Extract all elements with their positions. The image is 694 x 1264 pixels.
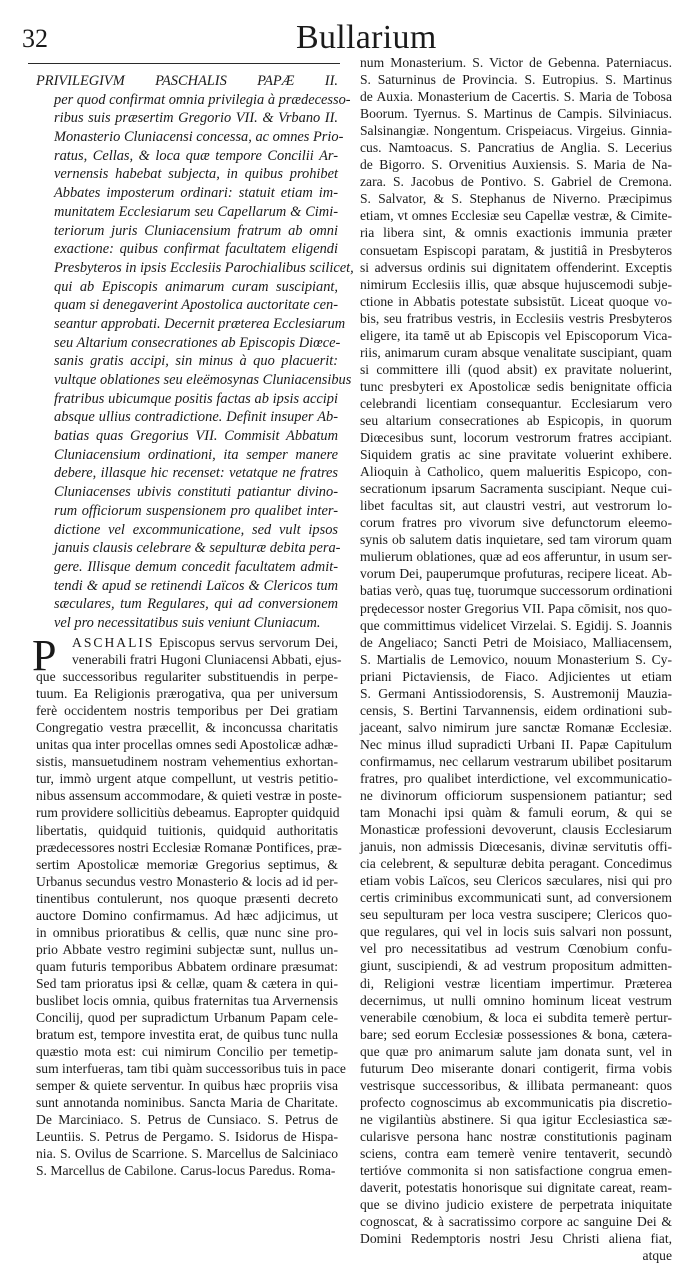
right-line: Nec minus illud supradicti Urbani II. Papæ Capitulum [360, 736, 672, 752]
bull-text [32, 631, 346, 1180]
right-line: decernimus, ut nulli omnino hominum liceat vestrum [360, 992, 672, 1008]
bull-line: rum providere sollicitiùs debeamus. Eapropter quidquid [36, 805, 340, 821]
right-line: di, Religioni vestræ licentiam impertimur. Præterea [360, 975, 672, 991]
right-line: certis criminibus excommunicati sunt, ad conversionem [360, 890, 672, 906]
right-line: nimirum Ecclesiis illis, quæ absque hujuscemodi subje- [360, 276, 672, 292]
right-line: de Bigorro. S. Orvenitius Auxiensis. S. Maria de Na- [360, 157, 672, 173]
right-line: mulierum oblationes, quæ ad eos afferuntur, in usum ser- [360, 549, 672, 565]
right-line: celebrandi licentiam consequantur. Ecclesiarum vero [360, 395, 672, 411]
right-line: S. Salvator, & S. Stephanus de Niverno. Præcipimus [360, 191, 672, 207]
bull-line: S. Marcellus de Cabilone. Carus-locus Paredus. Roma- [36, 1163, 336, 1179]
summary-line: teriorum juris Cluniacensium fratrum ab omni [54, 222, 338, 239]
running-title: Bullarium [296, 19, 437, 56]
right-line: cognoscat, & à sacratissimo corpore ac sanguine Dei & [360, 1214, 672, 1230]
summary-line: seu Altarium consecrationes ab Episcopis Diœce- [54, 334, 341, 351]
right-column-text [360, 54, 672, 1264]
bull-line: buslibet locis omnia, quibus fraternitas tua Arvernensis [36, 992, 338, 1008]
right-line: si committere illi (quod absit) ex pravitate noluerint, [360, 361, 672, 377]
bull-line: prædecessores nostri Ecclesiæ Romanæ Pontifices, præ- [36, 839, 342, 855]
right-line: confirmamus, nec cellarum vestrarum ubilibet positarum [360, 753, 672, 769]
bull-line: que successoribus regulariter substituendis in perpe- [36, 669, 338, 685]
bull-line: nia. S. Ovilus de Scarrione. S. Marcellus de Salciniaco [36, 1146, 338, 1162]
summary-line: Cluniacensium ordinationi, ita semper manere [54, 446, 338, 463]
bull-line: tur, immò urgent atque compellunt, ut vestris petitio- [36, 771, 338, 787]
right-line: Siquidem gratis ac sine pravitate voluerint exhibere. [360, 447, 672, 463]
right-line: que quæ pro animarum salute jam donata sunt, vel in [360, 1043, 672, 1059]
summary-line: sanis gratis accipi, sin minus à quo placuerit: [54, 353, 338, 370]
right-line: ria libera sint, & omnis exactionis immunia præter [360, 225, 672, 241]
right-line: prędecessor noster Gregorius VII. Papa cōmisit, nos quo- [360, 600, 672, 616]
right-line: ne vigilantiùs abstinere. Si qua igitur Ecclesiastica sæ- [360, 1111, 672, 1127]
summary-line: rum officiorum suspensionem pro qualibet inter- [54, 502, 338, 519]
right-line: seu altarium consecrationes ab Espicopis, in quorum [360, 412, 672, 428]
bull-line: semper & quiete serventur. In quibus hæc propriis visa [36, 1078, 338, 1094]
privilege-summary [36, 72, 354, 633]
bull-first-rest: Episcopus servus servorum Dei, [154, 635, 338, 650]
bull-first-caps: ASCHALIS [72, 635, 155, 650]
right-line: ne divinorum officiorum suspensionem patiantur; sed [360, 788, 672, 804]
summary-line: Presbyteros in ipsis Ecclesiis Parochialibus scilicet, [54, 259, 354, 276]
right-line: Alioquin à Catholico, quem malueritis Espicopo, con- [360, 464, 672, 480]
right-line: tunc presbyteri ex Apostolicæ sedis benignitate officia [360, 378, 672, 394]
right-line: censis, S. Bertini Tarvannensis, eidem ordinationi sub- [360, 702, 672, 718]
right-line: venerabile cœnobium, & loca ei subdita temerè pertur- [360, 1009, 672, 1025]
right-line: libet facultas sit, aut claustri vestri, aut vestrorum lo- [360, 498, 672, 514]
right-line: tertióve commonita si non satisfactione congrua emen- [360, 1163, 672, 1179]
bull-line: Concilij, quod per supradictum Urbanum Papam cele- [36, 1010, 338, 1026]
right-line: S. Martialis de Lemovico, nouum Monasterium S. Cy- [360, 651, 672, 667]
right-line: vorum Dei, pauperumque profuturas, recipere liceat. Ab- [360, 566, 672, 582]
right-line: fratres, pro qualibet interdictione, vel excommunicatio- [360, 770, 672, 786]
bull-line: sunt annotanda nominibus. Sancta Maria de Charitate. [36, 1095, 338, 1111]
right-line: etiam vobis Laïcos, seu Clericos sæculares, nisi qui pro [360, 873, 672, 889]
right-line: ctione in Abbatis potestate subsistūt. Liceat quoque vo- [360, 293, 672, 309]
bull-line: ferè occidentem nostris temporibus per Dei gratiam [36, 703, 338, 719]
right-line: zara. S. Jacobus de Pontivo. S. Gabriel de Cremona. [360, 174, 672, 190]
right-line: giunt, suscipiendi, & ad vestrum propositum admitten- [360, 958, 672, 974]
bull-line: Congregatio vestra præcellit, & inconcussa charitatis [36, 720, 338, 736]
right-line: tam Monachi ipsi quàm & famuli eorum, & qui se [360, 805, 672, 821]
summary-line: batias quas Gregorius VII. Commisit Abbatum [54, 428, 338, 445]
right-line: etiam, vt omnes Ecclesiæ seu Capellæ vestræ, & Cimite- [360, 208, 672, 224]
summary-line: PRIVILEGIVM PASCHALIS PAPÆ II. [36, 73, 338, 89]
right-line: sciens, contra eam temerè venire tentaverit, secundò [360, 1146, 672, 1161]
right-line: que committimus videlicet Virzelai. S. Egidij. S. Joannis [360, 617, 672, 633]
bull-line: bratum est, tempore investita erat, de quibus tunc nulla [36, 1027, 338, 1043]
bull-line: sistis, mansuetudinem nostram vehementius exhortan- [36, 754, 338, 770]
bull-line: unitas qua inter procellas omnes sedi Apostolicæ adhæ- [36, 737, 338, 753]
right-line: daverit, potestatis honorisque sui dignitate careat, ream- [360, 1180, 672, 1196]
catchword: atque [642, 1248, 672, 1264]
right-line: riis, animarum curam absque venalitate suscipiant, quam [360, 344, 672, 360]
summary-line: vel pro necessitatibus suis veniunt Cluniacum. [54, 614, 321, 631]
right-line: vel pro necessitatibus ad vestrum Cœnobium confu- [360, 941, 672, 957]
right-line: synis ob salutem datis inquietare, sed tam virorum quam [360, 532, 672, 548]
right-line: de Auxia. Monasterium de Cacertis. S. Maria de Tobosa [360, 89, 672, 105]
bull-line: nibus assensum accommodare, & quieti vestræ in poste- [36, 788, 342, 804]
right-line: batias verò, quas tuę, tuorumque successorum ordinationi [360, 583, 673, 599]
summary-line: sæculares, tum Regulares, qui ad conversionem [54, 596, 338, 613]
bull-line: tinentibus contulerunt, nos quoque præsenti decreto [36, 890, 338, 906]
right-line: de Angeliaco; Sancti Petri de Moisiaco, Malliacensem, [360, 634, 672, 650]
bull-line: sertim Apostolicæ memoriæ Gregorius septimus, & [36, 856, 338, 872]
right-line: priani Pictaviensis, de Fiaco. Adjicientes ut etiam [360, 668, 672, 684]
right-line: vestrisque successoribus, & illibata permaneant: quos [360, 1077, 672, 1093]
right-line: eligere, ita tamē ut ab Episcopis vel Episcoporum Vica- [360, 327, 672, 343]
right-line: bis, seu fratribus vestris, in Ecclesiis vestris Presbyteros [360, 310, 672, 326]
bull-first-line [36, 634, 338, 651]
bull-line: quæstio mota est: cui nimirum Concilio per temetip- [36, 1044, 338, 1060]
right-line: cularisve persona hanc nostræ constitutionis paginam [360, 1128, 672, 1144]
bull-line: tuum. Ea Religionis prærogativa, qua per universum [36, 686, 338, 702]
bull-line: sum interfueras, tam tibi quàm successoribus tuis in pace [36, 1061, 346, 1077]
right-line: que se divino judicio existere de perpetrata iniquitate [360, 1197, 672, 1213]
summary-line: qui ab Episcopis animarum curam suscipiant, [54, 278, 338, 295]
right-line: januis, non admissis Diœcesanis, divinæ servitutis offi- [360, 839, 672, 855]
bull-line: Sed tam prioratus ipsi & cellæ, quam & cætera in qui- [36, 975, 338, 991]
summary-line: tendi & apud se retinendi Laïcos & Clericos tum [54, 577, 338, 594]
summary-line: vultque oblationes seu eleëmosynas Cluniacensibus [54, 372, 352, 388]
summary-line: per quod confirmat omnia privilegia à prædecesso- [54, 91, 351, 108]
page-number: 32 [22, 24, 48, 53]
summary-line: exactione: quibus confirmat facultatem eligendi [54, 241, 338, 258]
right-line: bare; sed eorum Ecclesiæ possessiones & bona, cætera- [360, 1026, 672, 1042]
right-line: S. Saturninus de Provincia. S. Eutropius. S. Martinus [360, 72, 672, 88]
summary-line: ratus, Cellas, & loca quæ tempore Concilii Ar- [54, 147, 338, 164]
summary-line: Abbates imposterum ordinari: statuit etiam im- [54, 185, 338, 202]
bull-line: libertatis, quidquid tuitionis, quidquid authoritatis [36, 822, 338, 838]
right-line: futurum Deo miserante donari contigerit, firma vobis [360, 1060, 672, 1076]
right-line: profecto cognoscimus ab excommunicatis pia discretio- [360, 1094, 672, 1110]
bull-line: Urbanus secundus vestro Monasterio & locis ad id per- [36, 873, 338, 889]
right-line: jaceant, salvo nimirum jure sanctæ Romanæ Ecclesiæ. [360, 719, 672, 735]
right-line: seu sepulturam per loca vestra suscipere; Clericos quo- [360, 907, 672, 923]
summary-line: absque ullius contradictione. Definit insuper Ab- [54, 409, 338, 426]
summary-line: quam si denegaverint Apostolica auctoritate cen- [54, 297, 338, 314]
right-line: Boorum. Tyernus. S. Martinus de Campis. Silviniacus. [360, 106, 672, 122]
summary-line: fratribus ubicumque positis factas ab ipsis accipi [54, 390, 338, 407]
bull-line: De Marciniaco. S. Petrus de Cunsiaco. S. Petrus de [36, 1112, 338, 1128]
right-line: cia celebrent, & sepulturæ debita peragant. Concedimus [360, 856, 672, 872]
summary-line: Monasterio Cluniacensi concessa, ac omnes Prio- [54, 129, 344, 146]
right-line: cus. Namtoacus. S. Pancratius de Anglia. S. Lecerius [360, 140, 672, 156]
summary-line: ribus suis præsertim Gregorio VII. & Vrbano II. [54, 110, 338, 127]
summary-line: debere, illasque hic recenset: vetatque ne fratres [54, 465, 338, 482]
header-rule [28, 63, 340, 64]
drop-cap: P [32, 631, 57, 680]
summary-line: seantur approbati. Decernit præterea Ecclesiarum [54, 315, 346, 332]
bull-line: in omnibus prioratibus & cellis, quæ nunc sine pro- [36, 924, 338, 940]
summary-line: munitatem Ecclesiarum seu Capellarum & Cimi- [54, 203, 338, 220]
summary-line: januis clausis celebrare & sepulturæ debita pera- [54, 540, 341, 557]
right-line: Domini Redemptoris nostri Jesu Christi aliena fiat, [360, 1231, 672, 1247]
right-line: secrationum ipsarum Sacramenta suscipiant. Neque cui- [360, 481, 672, 497]
summary-line: gere. Illisque demum concedit facultatem admit- [54, 558, 338, 575]
bull-line: Leuntiis. S. Petrus de Pergamo. S. Isidorus de Hispa- [36, 1129, 338, 1145]
right-line: que regulares, qui vel in locis suis salvari non possunt, [360, 924, 672, 940]
right-line: Salsinangiæ. Nongentum. Crispeiacus. Virgeius. Ginnia- [360, 123, 672, 139]
right-line: consuetam Espiscopi paratam, & justitiâ in Presbyteros [360, 242, 672, 258]
bull-line: auctore Domino confirmamus. Ad hæc adjicimus, ut [36, 907, 338, 923]
right-line: corum fratres pro vivorum sive defunctorum eleemo- [360, 515, 672, 531]
right-line: num Monasterium. S. Victor de Gebenna. Paterniacus. [360, 55, 672, 70]
bull-line: prio Abbate vestro regimini subjectæ sunt, nullus un- [36, 941, 338, 957]
right-line: S. Germani Antissiodorensis, S. Austremonij Mauzia- [360, 685, 672, 701]
right-line: Monasticæ professioni devoverunt, clausis Ecclesiarum [360, 822, 672, 838]
right-line: Diœcesibus sunt, locorum vestrorum fratres accipiant. [360, 430, 672, 446]
bull-line: venerabili fratri Hugoni Cluniacensi Abbati, ejus- [72, 652, 342, 668]
bull-line: quam futuris temporibus Abbatem ordinare præsumat: [36, 958, 338, 974]
summary-line: dictione vel excommunicatione, sed vult ipsos [54, 521, 338, 538]
summary-line: Cluniacenses ubivis constituti patiantur divino- [54, 484, 338, 501]
summary-line: vernensis habebat subjecta, in quibus prohibet [54, 166, 338, 183]
right-line: si adversus ordinis sui dignitatem offenderint. Exceptis [360, 259, 672, 275]
